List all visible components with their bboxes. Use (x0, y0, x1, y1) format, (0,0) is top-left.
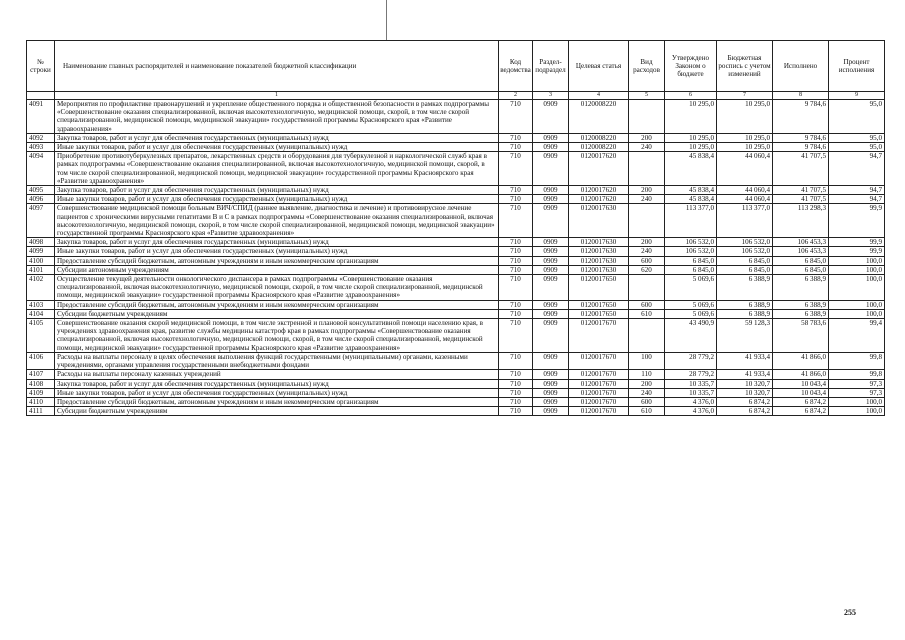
row-number: 4104 (27, 309, 55, 318)
table-row (27, 100, 885, 134)
executed-amount: 41 866,0 (773, 352, 829, 369)
row-number: 4103 (27, 300, 55, 309)
target-article: 0120017670 (569, 379, 629, 388)
section-code: 0909 (533, 133, 569, 142)
expense-type: 240 (629, 195, 665, 204)
header-section: Раздел-подраздел (533, 41, 569, 92)
expense-type: 600 (629, 256, 665, 265)
expense-type: 100 (629, 352, 665, 369)
execution-percent: 100,0 (829, 397, 885, 406)
approved-amount: 28 779,2 (665, 352, 717, 369)
department-code: 710 (499, 186, 533, 195)
indicator-name: Предоставление субсидий бюджетным, автономным учреждениям и иным некоммерческим организациям (55, 256, 499, 265)
expense-type: 610 (629, 407, 665, 416)
target-article: 0120017670 (569, 397, 629, 406)
row-number: 4109 (27, 388, 55, 397)
target-article: 0120017620 (569, 195, 629, 204)
section-code: 0909 (533, 238, 569, 247)
row-number: 4107 (27, 370, 55, 379)
execution-percent: 99,8 (829, 352, 885, 369)
table-row (27, 238, 885, 247)
section-code: 0909 (533, 379, 569, 388)
budget-list-amount: 6 845,0 (717, 256, 773, 265)
budget-list-amount: 106 532,0 (717, 247, 773, 256)
approved-amount: 10 295,0 (665, 100, 717, 134)
row-number: 4095 (27, 186, 55, 195)
expense-type: 240 (629, 388, 665, 397)
section-code: 0909 (533, 388, 569, 397)
page-number: 255 (844, 608, 856, 617)
budget-list-amount: 106 532,0 (717, 238, 773, 247)
execution-percent: 94,7 (829, 195, 885, 204)
indicator-name: Закупка товаров, работ и услуг для обеспечения государственных (муниципальных) нужд (55, 133, 499, 142)
department-code: 710 (499, 195, 533, 204)
budget-list-amount: 44 060,4 (717, 195, 773, 204)
table-row (27, 388, 885, 397)
execution-percent: 100,0 (829, 407, 885, 416)
budget-list-amount: 6 845,0 (717, 265, 773, 274)
executed-amount: 106 453,3 (773, 238, 829, 247)
budget-list-amount: 113 377,0 (717, 204, 773, 238)
row-number: 4102 (27, 275, 55, 301)
row-number: 4091 (27, 100, 55, 134)
expense-type: 240 (629, 247, 665, 256)
section-code: 0909 (533, 300, 569, 309)
target-article: 0120017650 (569, 309, 629, 318)
executed-amount: 10 043,4 (773, 388, 829, 397)
expense-type: 600 (629, 300, 665, 309)
table-row (27, 370, 885, 379)
executed-amount: 106 453,3 (773, 247, 829, 256)
indicator-name: Расходы на выплаты персоналу в целях обеспечения выполнения функций государственными (муниципальными) органами, казенными учреждениями, органами управления государственными внебюджетными фондами (55, 352, 499, 369)
executed-amount: 6 874,2 (773, 407, 829, 416)
index-cell: 3 (533, 92, 569, 100)
row-number: 4092 (27, 133, 55, 142)
expense-type: 110 (629, 370, 665, 379)
header-row-number: № строки (27, 41, 55, 92)
header-budget-list: Бюджетная роспись с учетом изменений (717, 41, 773, 92)
expense-type: 620 (629, 265, 665, 274)
index-cell: 7 (717, 92, 773, 100)
table-row (27, 152, 885, 186)
section-code: 0909 (533, 100, 569, 134)
index-cell: 2 (499, 92, 533, 100)
expense-type: 200 (629, 238, 665, 247)
section-code: 0909 (533, 152, 569, 186)
department-code: 710 (499, 133, 533, 142)
target-article: 0120017670 (569, 352, 629, 369)
approved-amount: 45 838,4 (665, 195, 717, 204)
execution-percent: 99,9 (829, 247, 885, 256)
approved-amount: 4 376,0 (665, 407, 717, 416)
index-cell: 8 (773, 92, 829, 100)
execution-percent: 94,7 (829, 186, 885, 195)
approved-amount: 4 376,0 (665, 397, 717, 406)
column-index-row (27, 92, 885, 100)
index-cell: 9 (829, 92, 885, 100)
approved-amount: 6 845,0 (665, 256, 717, 265)
department-code: 710 (499, 379, 533, 388)
indicator-name: Иные закупки товаров, работ и услуг для обеспечения государственных (муниципальных) нужд (55, 195, 499, 204)
section-code: 0909 (533, 256, 569, 265)
table-row (27, 352, 885, 369)
target-article: 0120017630 (569, 247, 629, 256)
executed-amount: 10 043,4 (773, 379, 829, 388)
budget-list-amount: 10 295,0 (717, 143, 773, 152)
approved-amount: 43 490,9 (665, 319, 717, 353)
execution-percent: 99,4 (829, 319, 885, 353)
approved-amount: 113 377,0 (665, 204, 717, 238)
table-row (27, 247, 885, 256)
expense-type: 200 (629, 186, 665, 195)
execution-percent: 95,0 (829, 100, 885, 134)
approved-amount: 5 069,6 (665, 300, 717, 309)
department-code: 710 (499, 100, 533, 134)
approved-amount: 45 838,4 (665, 186, 717, 195)
target-article: 0120017650 (569, 300, 629, 309)
approved-amount: 10 295,0 (665, 133, 717, 142)
executed-amount: 113 298,3 (773, 204, 829, 238)
execution-percent: 95,0 (829, 143, 885, 152)
department-code: 710 (499, 152, 533, 186)
target-article: 0120008220 (569, 100, 629, 134)
indicator-name: Приобретение противотуберкулезных препаратов, лекарственных средств и оборудования для туберкулезной и наркологической служб края в рамках подпрограммы «Совершенствование оказания специализированной, включая высокотехнологичную, медицинской помощи, скорой, в том числе скорой специализированной, медицинской помощи, медицинской эвакуации» государственной программы Красноярского края «Развитие здравоохранения» (55, 152, 499, 186)
executed-amount: 9 784,6 (773, 133, 829, 142)
executed-amount: 9 784,6 (773, 100, 829, 134)
row-number: 4106 (27, 352, 55, 369)
section-code: 0909 (533, 370, 569, 379)
expense-type (629, 319, 665, 353)
indicator-name: Иные закупки товаров, работ и услуг для обеспечения государственных (муниципальных) нужд (55, 388, 499, 397)
table-row (27, 300, 885, 309)
index-cell: 4 (569, 92, 629, 100)
section-code: 0909 (533, 309, 569, 318)
target-article: 0120017630 (569, 265, 629, 274)
budget-list-amount: 59 128,3 (717, 319, 773, 353)
target-article: 0120017670 (569, 319, 629, 353)
table-row (27, 265, 885, 274)
indicator-name: Предоставление субсидий бюджетным, автономным учреждениям и иным некоммерческим организациям (55, 300, 499, 309)
budget-list-amount: 6 388,9 (717, 300, 773, 309)
expense-type (629, 152, 665, 186)
table-row (27, 379, 885, 388)
department-code: 710 (499, 309, 533, 318)
header-expense-type: Вид расходов (629, 41, 665, 92)
table-row (27, 195, 885, 204)
table-row (27, 319, 885, 353)
indicator-name: Совершенствование оказания скорой медицинской помощи, в том числе экстренной и плановой консультативной помощи населению края, в учреждениях здравоохранения края, развитие службы медицины катастроф края в рамках подпрограммы «Совершенствование оказания специализированной, включая высокотехнологичную, медицинской помощи, скорой, в том числе скорой специализированной, медицинской помощи, медицинской эвакуации» государственной программы Красноярского края «Развитие здравоохранения» (55, 319, 499, 353)
execution-percent: 99,9 (829, 238, 885, 247)
table-row (27, 256, 885, 265)
row-number: 4100 (27, 256, 55, 265)
index-cell (27, 92, 55, 100)
section-code: 0909 (533, 265, 569, 274)
executed-amount: 41 707,5 (773, 152, 829, 186)
indicator-name: Осуществление текущей деятельности онкологического диспансера в рамках подпрограммы «Совершенствование оказания специализированной, включая высокотехнологичную, медицинской помощи, скорой, в том числе скорой специализированной, медицинской помощи, медицинской эвакуации» государственной программы Красноярского края «Развитие здравоохранения» (55, 275, 499, 301)
approved-amount: 5 069,6 (665, 275, 717, 301)
table-row (27, 309, 885, 318)
target-article: 0120017620 (569, 186, 629, 195)
header-approved: Утверждено Законом о бюджете (665, 41, 717, 92)
budget-list-amount: 41 933,4 (717, 370, 773, 379)
row-number: 4105 (27, 319, 55, 353)
section-code: 0909 (533, 352, 569, 369)
table-row (27, 397, 885, 406)
department-code: 710 (499, 370, 533, 379)
budget-list-amount: 44 060,4 (717, 152, 773, 186)
executed-amount: 6 388,9 (773, 309, 829, 318)
table-row (27, 275, 885, 301)
approved-amount: 28 779,2 (665, 370, 717, 379)
execution-percent: 95,0 (829, 133, 885, 142)
target-article: 0120017620 (569, 152, 629, 186)
executed-amount: 41 866,0 (773, 370, 829, 379)
indicator-name: Субсидии бюджетным учреждениям (55, 309, 499, 318)
department-code: 710 (499, 265, 533, 274)
budget-list-amount: 10 320,7 (717, 379, 773, 388)
target-article: 0120017630 (569, 256, 629, 265)
expense-type: 200 (629, 133, 665, 142)
department-code: 710 (499, 300, 533, 309)
executed-amount: 6 388,9 (773, 275, 829, 301)
execution-percent: 99,9 (829, 204, 885, 238)
header-department-code: Код ведомства (499, 41, 533, 92)
execution-percent: 97,3 (829, 379, 885, 388)
approved-amount: 106 532,0 (665, 247, 717, 256)
execution-percent: 94,7 (829, 152, 885, 186)
table-row (27, 186, 885, 195)
header-percent: Процент исполнения (829, 41, 885, 92)
row-number: 4111 (27, 407, 55, 416)
budget-list-amount: 44 060,4 (717, 186, 773, 195)
row-number: 4093 (27, 143, 55, 152)
row-number: 4096 (27, 195, 55, 204)
budget-list-amount: 6 388,9 (717, 309, 773, 318)
execution-percent: 99,8 (829, 370, 885, 379)
expense-type (629, 204, 665, 238)
target-article: 0120017630 (569, 238, 629, 247)
target-article: 0120017670 (569, 370, 629, 379)
approved-amount: 6 845,0 (665, 265, 717, 274)
table-header-row (27, 41, 885, 92)
table-row (27, 133, 885, 142)
department-code: 710 (499, 143, 533, 152)
indicator-name: Субсидии автономным учреждениям (55, 265, 499, 274)
section-code: 0909 (533, 397, 569, 406)
execution-percent: 100,0 (829, 275, 885, 301)
department-code: 710 (499, 204, 533, 238)
executed-amount: 41 707,5 (773, 186, 829, 195)
target-article: 0120017670 (569, 407, 629, 416)
row-number: 4099 (27, 247, 55, 256)
department-code: 710 (499, 352, 533, 369)
executed-amount: 41 707,5 (773, 195, 829, 204)
execution-percent: 100,0 (829, 256, 885, 265)
target-article: 0120017670 (569, 388, 629, 397)
budget-list-amount: 41 933,4 (717, 352, 773, 369)
header-indicator-name: Наименование главных распорядителей и наименование показателей бюджетной классификации (55, 41, 499, 92)
executed-amount: 6 388,9 (773, 300, 829, 309)
section-code: 0909 (533, 143, 569, 152)
table-row (27, 143, 885, 152)
row-number: 4097 (27, 204, 55, 238)
budget-list-amount: 6 388,9 (717, 275, 773, 301)
index-cell: 5 (629, 92, 665, 100)
expense-type: 240 (629, 143, 665, 152)
approved-amount: 5 069,6 (665, 309, 717, 318)
budget-list-amount: 10 295,0 (717, 133, 773, 142)
row-number: 4101 (27, 265, 55, 274)
executed-amount: 6 845,0 (773, 256, 829, 265)
department-code: 710 (499, 256, 533, 265)
row-number: 4094 (27, 152, 55, 186)
execution-percent: 100,0 (829, 309, 885, 318)
executed-amount: 6 845,0 (773, 265, 829, 274)
table-body (27, 100, 885, 416)
approved-amount: 45 838,4 (665, 152, 717, 186)
expense-type: 610 (629, 309, 665, 318)
table-row (27, 407, 885, 416)
indicator-name: Закупка товаров, работ и услуг для обеспечения государственных (муниципальных) нужд (55, 186, 499, 195)
approved-amount: 10 335,7 (665, 388, 717, 397)
target-article: 0120008220 (569, 133, 629, 142)
section-code: 0909 (533, 204, 569, 238)
execution-percent: 100,0 (829, 300, 885, 309)
header-executed: Исполнено (773, 41, 829, 92)
row-number: 4110 (27, 397, 55, 406)
budget-list-amount: 10 320,7 (717, 388, 773, 397)
approved-amount: 10 295,0 (665, 143, 717, 152)
section-code: 0909 (533, 247, 569, 256)
indicator-name: Мероприятия по профилактике правонарушений и укрепление общественного порядка и общественной безопасности в рамках подпрограммы «Совершенствование оказания специализированной, включая высокотехнологичную, медицинской помощи, скорой, в том числе скорой специализированной, медицинской помощи, медицинской эвакуации» государственной программы Красноярского края «Развитие здравоохранения» (55, 100, 499, 134)
section-code: 0909 (533, 319, 569, 353)
execution-percent: 100,0 (829, 265, 885, 274)
department-code: 710 (499, 238, 533, 247)
indicator-name: Закупка товаров, работ и услуг для обеспечения государственных (муниципальных) нужд (55, 238, 499, 247)
indicator-name: Предоставление субсидий бюджетным, автономным учреждениям и иным некоммерческим организациям (55, 397, 499, 406)
expense-type: 600 (629, 397, 665, 406)
executed-amount: 9 784,6 (773, 143, 829, 152)
indicator-name: Закупка товаров, работ и услуг для обеспечения государственных (муниципальных) нужд (55, 379, 499, 388)
approved-amount: 10 335,7 (665, 379, 717, 388)
table-row (27, 204, 885, 238)
executed-amount: 6 874,2 (773, 397, 829, 406)
department-code: 710 (499, 397, 533, 406)
department-code: 710 (499, 319, 533, 353)
department-code: 710 (499, 247, 533, 256)
indicator-name: Расходы на выплаты персоналу казенных учреждений (55, 370, 499, 379)
approved-amount: 106 532,0 (665, 238, 717, 247)
indicator-name: Совершенствование медицинской помощи больным ВИЧ/СПИД (раннее выявление, диагностика и лечение) и противовирусное лечение пациентов с хроническими вирусными гепатитами В и С в рамках подпрограммы «Совершенствование оказания специализированной, включая высокотехнологичную, медицинской помощи, скорой, в том числе скорой специализированной, медицинской помощи, медицинской эвакуации» государственной программы Красноярского края «Развитие здравоохранения» (55, 204, 499, 238)
row-number: 4108 (27, 379, 55, 388)
index-cell: 1 (55, 92, 499, 100)
section-code: 0909 (533, 275, 569, 301)
scan-artifact-line (386, 0, 387, 40)
row-number: 4098 (27, 238, 55, 247)
indicator-name: Иные закупки товаров, работ и услуг для обеспечения государственных (муниципальных) нужд (55, 247, 499, 256)
header-target-article: Целевая статья (569, 41, 629, 92)
budget-execution-table (26, 40, 885, 416)
department-code: 710 (499, 388, 533, 397)
expense-type (629, 100, 665, 134)
target-article: 0120017650 (569, 275, 629, 301)
section-code: 0909 (533, 186, 569, 195)
index-cell: 6 (665, 92, 717, 100)
department-code: 710 (499, 407, 533, 416)
indicator-name: Иные закупки товаров, работ и услуг для обеспечения государственных (муниципальных) нужд (55, 143, 499, 152)
executed-amount: 58 783,6 (773, 319, 829, 353)
section-code: 0909 (533, 195, 569, 204)
department-code: 710 (499, 275, 533, 301)
target-article: 0120017630 (569, 204, 629, 238)
indicator-name: Субсидии бюджетным учреждениям (55, 407, 499, 416)
execution-percent: 97,3 (829, 388, 885, 397)
expense-type (629, 275, 665, 301)
budget-list-amount: 6 874,2 (717, 397, 773, 406)
budget-list-amount: 10 295,0 (717, 100, 773, 134)
target-article: 0120008220 (569, 143, 629, 152)
section-code: 0909 (533, 407, 569, 416)
expense-type: 200 (629, 379, 665, 388)
budget-list-amount: 6 874,2 (717, 407, 773, 416)
